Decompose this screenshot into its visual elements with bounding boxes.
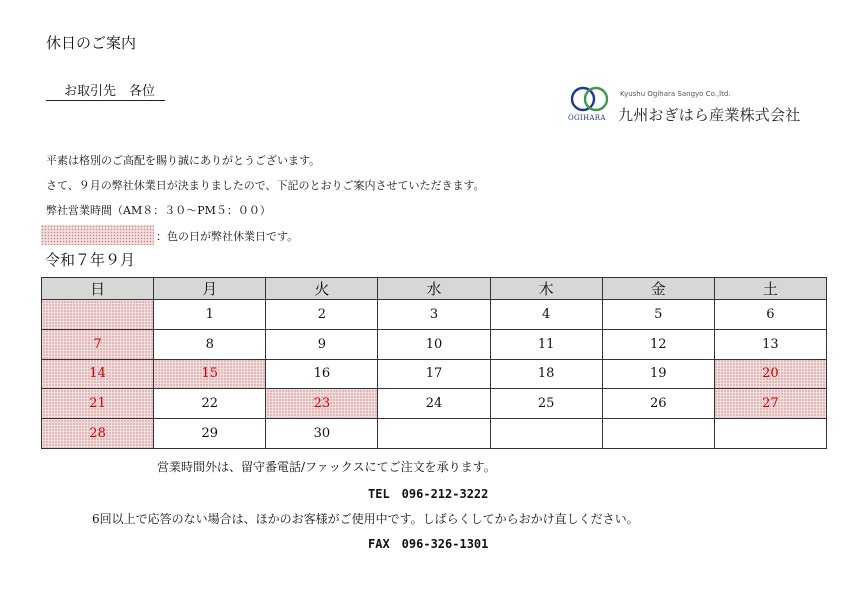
weekday-header: 月: [154, 278, 266, 300]
greeting-line: 平素は格別のご高配を賜り誠にありがとうございます。: [46, 154, 321, 167]
calendar-day: [378, 419, 490, 449]
calendar-day: 24: [378, 389, 490, 419]
weekday-header: 金: [602, 278, 714, 300]
calendar-day: 2: [266, 300, 378, 330]
calendar-day: 26: [602, 389, 714, 419]
calendar-day: 30: [266, 419, 378, 449]
weekday-header: 水: [378, 278, 490, 300]
calendar-week-row: [42, 389, 827, 419]
calendar-day: 10: [378, 329, 490, 359]
weekday-header-row: [42, 278, 827, 300]
calendar-day: 8: [154, 329, 266, 359]
calendar-day-holiday: 14: [42, 359, 154, 389]
calendar-day: [490, 419, 602, 449]
calendar-day-holiday: 7: [42, 329, 154, 359]
calendar-day: 17: [378, 359, 490, 389]
business-hours-line: 弊社営業時間（AM８：３０～PM５：００）: [46, 204, 271, 217]
weekday-header: 木: [490, 278, 602, 300]
calendar-day: 1: [154, 300, 266, 330]
company-name: 九州おぎはら産業株式会社: [618, 106, 801, 124]
calendar-day: 16: [266, 359, 378, 389]
calendar-day: 6: [714, 300, 826, 330]
calendar-day: 13: [714, 329, 826, 359]
calendar-week-row: [42, 300, 827, 330]
weekday-header: 火: [266, 278, 378, 300]
calendar-day: 18: [490, 359, 602, 389]
calendar-day: [602, 419, 714, 449]
calendar-day: 29: [154, 419, 266, 449]
calendar-day-holiday: 23: [266, 389, 378, 419]
announcement-line: さて、９月の弊社休業日が決まりましたので、下記のとおりご案内させていただきます。: [46, 179, 485, 192]
calendar-day-holiday: 20: [714, 359, 826, 389]
weekday-header: 土: [714, 278, 826, 300]
calendar-day: [714, 419, 826, 449]
ogihara-logo-icon: [568, 84, 612, 114]
calendar-week-row: [42, 359, 827, 389]
calendar-day: 5: [602, 300, 714, 330]
calendar-day-holiday: 28: [42, 419, 154, 449]
after-hours-note: 営業時間外は、留守番電話/ファックスにてご注文を承ります。: [157, 460, 496, 474]
logo-wordmark: OGIHARA: [568, 114, 606, 122]
holiday-legend-swatch: [41, 225, 154, 245]
calendar-day-holiday: [42, 300, 154, 330]
phone-number: TEL 096-212-3222: [368, 487, 489, 501]
busy-line-note: 6回以上で応答のない場合は、ほかのお客様がご使用中です。しばらくしてからおかけ直しください。: [92, 512, 639, 526]
calendar-day-holiday: 21: [42, 389, 154, 419]
company-logo: [568, 82, 818, 128]
holiday-legend-text: ：色の日が弊社休業日です。: [156, 230, 299, 243]
calendar-title: 令和７年９月: [45, 251, 136, 269]
page-title: 休日のご案内: [46, 34, 137, 52]
company-english-name: Kyushu Ogihara Sangyo Co.,ltd.: [620, 90, 731, 98]
calendar-day: 9: [266, 329, 378, 359]
calendar-day: 22: [154, 389, 266, 419]
weekday-header: 日: [42, 278, 154, 300]
calendar-day: 12: [602, 329, 714, 359]
calendar-day: 19: [602, 359, 714, 389]
calendar-week-row: [42, 329, 827, 359]
calendar-day: 25: [490, 389, 602, 419]
calendar-week-row: [42, 419, 827, 449]
fax-number: FAX 096-326-1301: [368, 537, 489, 551]
addressee: お取引先 各位: [46, 80, 165, 101]
calendar-day: 11: [490, 329, 602, 359]
calendar-day-holiday: 27: [714, 389, 826, 419]
calendar-day: 3: [378, 300, 490, 330]
calendar-day: 4: [490, 300, 602, 330]
calendar-day-holiday: 15: [154, 359, 266, 389]
calendar-table: [41, 277, 827, 449]
